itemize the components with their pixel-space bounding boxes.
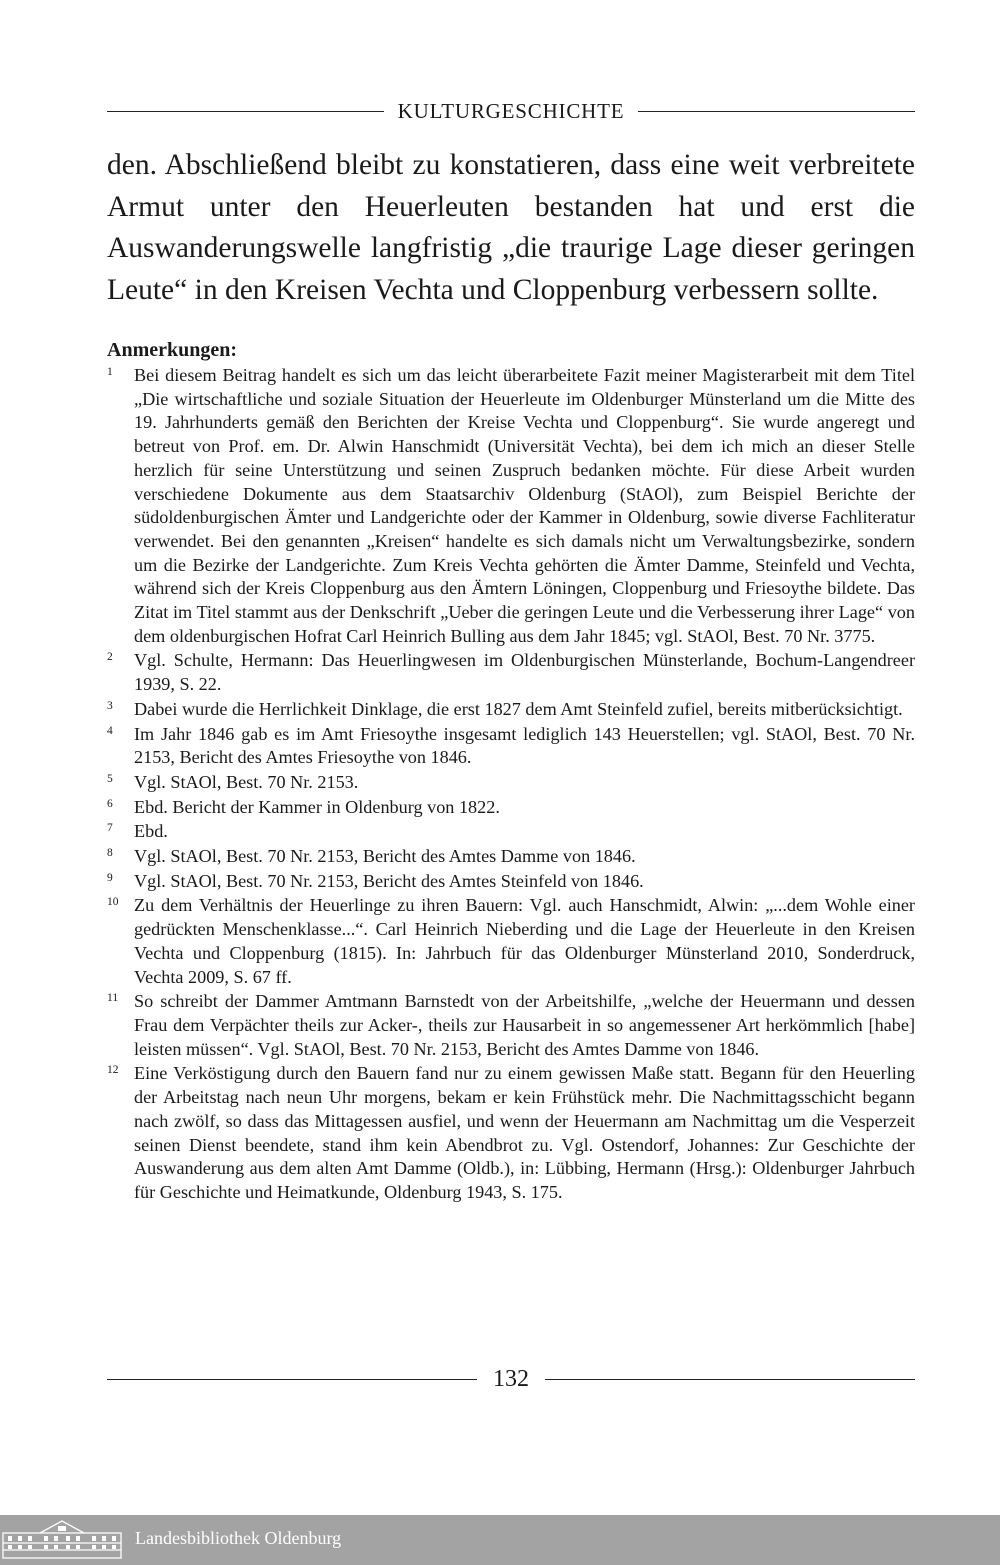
footnotes-section — [107, 338, 915, 1206]
footnote-5 — [107, 771, 915, 795]
footnote-text: Vgl. StAOl, Best. 70 Nr. 2153. — [134, 771, 359, 792]
footnote-number: 4 — [107, 724, 113, 737]
page-folio — [107, 1362, 915, 1396]
running-title: KULTURGESCHICHTE — [397, 98, 625, 123]
footnote-1 — [107, 364, 915, 648]
folio-rule-left — [107, 1379, 477, 1380]
footnote-text: Zu dem Verhältnis der Heuerlinge zu ihren Bauern: Vgl. auch Hanschmidt, Alwin: „...dem Wohle einer gedrückten Menschenklasse...“. Carl Heinrich Nieberding und die Lage der Heuerleute in den Kreisen Vechta und Cloppenburg (1815). In: Jahrbuch für das Oldenburger Münsterland 2010, Sonderdruck, Vechta 2009, S. 67 ff. — [134, 895, 915, 987]
footnote-number: 3 — [107, 699, 113, 712]
footnote-text: Eine Verköstigung durch den Bauern fand nur zu einem gewissen Maße statt. Begann für den Heuerling der Arbeitstag nach neun Uhr morgens, bekam er kein Frühstück mehr. Die Nachmittagsschicht begann nach zwölf, so dass das Mittagessen ausfiel, und wenn der Heuermann am Nachmittag um die Vesperzeit seinen Dienst beendete, stand ihm kein Abendbrot zu. Vgl. Ostendorf, Johannes: Zur Geschichte der Auswanderung aus dem alten Amt Damme (Oldb.), in: Lübbing, Hermann (Hrsg.): Oldenburger Jahrbuch für Geschichte und Heimatkunde, Oldenburg 1943, S. 175. — [134, 1063, 915, 1202]
notes-heading: Anmerkungen: — [107, 339, 238, 361]
footnote-number: 7 — [107, 822, 113, 835]
footnote-text: Vgl. StAOl, Best. 70 Nr. 2153, Bericht des Amtes Damme von 1846. — [134, 846, 636, 867]
footnote-4 — [107, 723, 915, 770]
footnote-number: 9 — [107, 871, 113, 884]
page-number: 132 — [493, 1365, 529, 1392]
footnote-number: 2 — [107, 651, 113, 664]
running-head — [107, 96, 915, 126]
footnote-text: Vgl. StAOl, Best. 70 Nr. 2153, Bericht des Amtes Steinfeld von 1846. — [134, 870, 644, 891]
body-paragraph: den. Abschließend bleibt zu konstatieren, dass eine weit verbreitete Armut unter den Heuerleuten bestanden hat und erst die Auswanderungswelle langfristig „die traurige Lage dieser geringen Leute“ in den Kreisen Vechta und Cloppenburg verbessern sollte. — [107, 149, 915, 306]
footnote-number: 6 — [107, 797, 113, 810]
footnote-text: So schreibt der Dammer Amtmann Barnstedt von der Arbeitshilfe, „welche der Heuermann und dessen Frau dem Verpächter theils zur Acker-, theils zur Hausarbeit in so angemessener Art herkömmlich [habe] leisten müssen“. Vgl. StAOl, Best. 70 Nr. 2153, Bericht des Amtes Damme von 1846. — [134, 991, 915, 1059]
footnote-12 — [107, 1062, 915, 1204]
footnote-8 — [107, 845, 915, 869]
footnote-text: Ebd. — [134, 821, 168, 842]
footnote-10 — [107, 894, 915, 989]
footnote-number: 10 — [107, 896, 119, 909]
footnote-number: 11 — [107, 992, 119, 1005]
footnote-text: Dabei wurde die Herrlichkeit Dinklage, die erst 1827 dem Amt Steinfeld zufiel, bereits mitberücksichtigt. — [134, 698, 903, 719]
footnote-number: 8 — [107, 847, 113, 860]
footnote-text: Im Jahr 1846 gab es im Amt Friesoythe insgesamt lediglich 143 Heuerstellen; vgl. StAOl, Best. 70 Nr. 2153, Bericht des Amtes Friesoythe von 1846. — [134, 723, 915, 768]
footnote-number: 1 — [107, 366, 113, 378]
footnote-3 — [107, 698, 915, 722]
footnote-2 — [107, 649, 915, 696]
library-footer-bar — [0, 1515, 1000, 1565]
footnote-number: 5 — [107, 772, 113, 785]
header-rule-left — [107, 111, 384, 112]
footnote-11 — [107, 990, 915, 1061]
footnote-number: 12 — [107, 1064, 119, 1077]
folio-rule-right — [545, 1379, 915, 1380]
header-rule-right — [638, 111, 915, 112]
footnote-6 — [107, 796, 915, 820]
footnote-text: Bei diesem Beitrag handelt es sich um das leicht überarbeitete Fazit meiner Magisterarbeit mit dem Titel „Die wirtschaftliche und soziale Situation der Heuerleute im Oldenburger Münsterland um die Mitte des 19. Jahrhunderts gemäß den Berichten der Kreise Vechta und Cloppenburg“. Sie wurde angeregt und betreut von Prof. em. Dr. Alwin Hanschmidt (Universität Vechta), bei dem ich mich an dieser Stelle herzlich für seine Unterstützung und seinen Zuspruch bedanken möchte. Für diese Arbeit wurden verschiedene Dokumente aus dem Staatsarchiv Oldenburg (StAOl), zum Beispiel Berichte der südoldenburgischen Ämter und Landgerichte oder der Kammer in Oldenburg, sowie diverse Fachliteratur verwendet. Bei den genannten „Kreisen“ handelte es sich damals nicht um Verwaltungsbezirke, sondern um die Bezirke der Landgerichte. Zum Kreis Vechta gehörten die Ämter Damme, Steinfeld und Vechta, während sich der Kreis Cloppenburg aus den Ämtern Löningen, Cloppenburg und Friesoythe bildete. Das Zitat im Titel stammt aus der Denkschrift „Ueber die geringen Leute und die Verbesserung ihrer Lage“ von dem oldenburgischen Hofrat Carl Heinrich Bulling aus dem Jahr 1845; vgl. StAOl, Best. 70 Nr. 3775. — [134, 365, 915, 646]
footnote-text: Vgl. Schulte, Hermann: Das Heuerlingwesen im Oldenburgischen Münsterlande, Bochum-Langendreer 1939, S. 22. — [134, 650, 915, 695]
footnote-9 — [107, 870, 915, 894]
library-name: Landesbibliothek Oldenburg — [135, 1528, 342, 1548]
library-building-icon — [0, 1519, 124, 1561]
footnote-7 — [107, 820, 915, 844]
footnote-text: Ebd. Bericht der Kammer in Oldenburg von 1822. — [134, 796, 500, 817]
